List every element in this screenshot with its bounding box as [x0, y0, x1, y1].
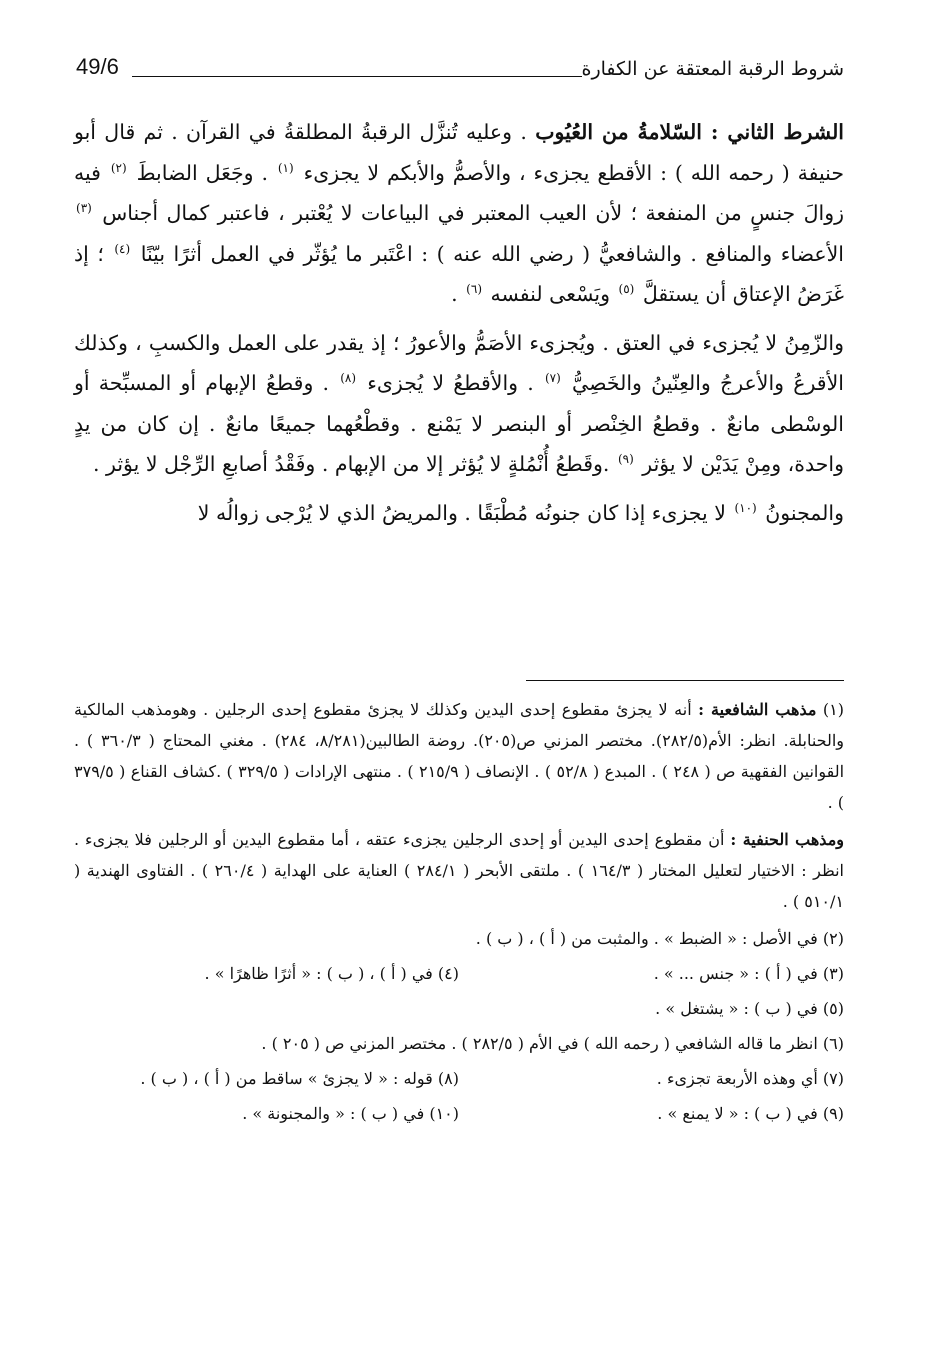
footnotes: [74, 694, 844, 1133]
page-header: [70, 52, 844, 92]
footnote-5: (٥) في ( ب ) : « يشتغل » .: [655, 999, 844, 1018]
footnote-row: [74, 1098, 844, 1129]
text-run: الأعضاء والمنافع . والشافعيُّ ( رضي الله عنه ) : اعْتَبر ما يُؤثّر في العمل أثرًا بيّنًا: [132, 241, 844, 266]
text-run: والمجنونُ: [758, 500, 844, 525]
text-run: والزّمِنُ لا يُجزىء في العتق . ويُجزىء الأصَمُّ والأعورُ ؛ إذ يقدر على العمل والكسبِ ، وكذلك الأقرعُ والأعرجُ والعِنّينُ والخَصِيُّ: [74, 330, 844, 395]
footnote-separator: [526, 680, 844, 681]
footnote-ref-8[interactable]: (٨): [340, 371, 357, 386]
main-text: [74, 112, 844, 541]
footnote-7: (٧) أي وهذه الأربعة تجزىء .: [656, 1069, 844, 1088]
running-title: شروط الرقبة المعتقة عن الكفارة: [581, 58, 844, 80]
text-run: فيه زوالَ جنسٍ من المنفعة ؛ لأن العيب المعتبر في البياعات لا يُعْتبر ، فاعتبر كمال أجناس: [74, 160, 844, 225]
paragraph-insane: [74, 493, 844, 534]
text-run: . وعليه تُنزَّل الرقبةُ المطلقةُ في القرآن . ثم قال أبو حنيفة ( رحمه الله ) : الأقطع يجزىء ، والأصمُّ والأبكم لا يجزىء: [74, 120, 844, 185]
footnote-ref-5[interactable]: (٥): [618, 282, 635, 297]
footnote-ref-7[interactable]: (٧): [544, 371, 561, 386]
footnote-text: أنه لا يجزئ مقطوع إحدى اليدين وكذلك لا يجزئ مقطوع إحدى الرجلين . وهومذهب المالكية والحنابلة. انظر: الأم(٢٨٢/٥). مختصر المزني ص(٢٠٥). روضة الطالبين(٨/٢٨١، ٢٨٤) . مغني المحتاج ( ٣٦٠/٣ ) . القوانين الفقهية ص ( ٢٤٨ ) . المبدع ( ٥٢/٨ ) . الإنصاف ( ٢١٥/٩ ) . منتهى الإرادات ( ٣٢٩/٥ ) .كشاف القناع ( ٣٧٩/٥ ) .: [74, 700, 845, 812]
footnote-1: [74, 694, 844, 818]
text-run: .: [451, 282, 465, 306]
footnote-number: (١): [816, 700, 844, 719]
footnote-ref-1[interactable]: (١): [277, 160, 294, 175]
footnote-ref-2[interactable]: (٢): [110, 160, 127, 175]
footnote-6: (٦) انظر ما قاله الشافعي ( رحمه الله ) في الأم ( ٢٨٢/٥ ) . مختصر المزني ص ( ٢٠٥ ) .: [261, 1034, 844, 1053]
text-run: . وقطعُ الإبهام أو المسبِّحة أو الوسْطى مانعٌ . وقطعُ الخِنْصر أو البنصر لا يَمْنع . وقطْعُهما جميعًا مانعٌ . إن كان من يدٍ واحدة، ومِنْ يَدَيْن لا يؤثر: [74, 371, 844, 476]
text-run: لا يجزىء إذا كان جنونُه مُطْبَقًا . والمريضُ الذي لا يُرْجى زوالُه لا: [197, 500, 733, 525]
footnote-ref-4[interactable]: (٤): [114, 241, 131, 256]
text-run: .وقَطعُ أُنْمُلةٍ لا يُؤثر إلا من الإبهام . وفَقْدُ أصابعِ الرِّجْل لا يؤثر .: [92, 452, 616, 476]
footnote-2: (٢) في الأصل : « الضبط » . والمثبت من ( أ ) ، ( ب ) .: [475, 929, 844, 948]
footnote-row: [74, 1063, 844, 1094]
header-rule: [132, 76, 582, 77]
footnote-lead: ومذهب الحنفية :: [730, 830, 844, 849]
footnote-lead: مذهب الشافعية :: [698, 700, 817, 719]
footnote-3: (٣) في ( أ ) : « جنس ... » .: [653, 964, 844, 983]
footnote-9: (٩) في ( ب ) : « لا يمنع » .: [657, 1104, 844, 1123]
footnote-4: (٤) في ( أ ) ، ( ب ) : « أثرًا ظاهرًا » .: [204, 964, 459, 983]
footnote-ref-9[interactable]: (٩): [617, 452, 634, 467]
footnote-ref-6[interactable]: (٦): [466, 282, 482, 297]
footnote-8: (٨) قوله : « لا يجزئ » ساقط من ( أ ) ، ( ب ) .: [140, 1069, 459, 1088]
paragraph-second-condition: [74, 112, 844, 315]
footnote-ref-10[interactable]: (١٠): [734, 500, 757, 515]
text-run: . وجَعَل الضابطَ: [128, 160, 276, 185]
footnote-text: أن مقطوع إحدى اليدين أو إحدى الرجلين يجزىء عتقه ، أما مقطوع اليدين أو الرجلين فلا يجزىء . انظر : الاختيار لتعليل المختار ( ١٦٤/٣ ) . ملتقى الأبحر ( ٢٨٤/١ ) العناية على الهداية ( ٢٦٠/٤ ) . الفتاوى الهندية ( ٥١٠/١ ) .: [74, 830, 844, 911]
footnote-10: (١٠) في ( ب ) : « والمجنونة » .: [242, 1104, 459, 1123]
text-run: ؛ إذ غَرَضُ الإعتاق أن يستقلَّ: [74, 241, 844, 306]
footnote-row: [74, 958, 844, 989]
text-run: ويَسْعى لنفسه: [484, 282, 617, 306]
text-run: . والأقطعُ لا يُجزىء: [358, 371, 543, 395]
footnote-1-hanafi: [74, 824, 844, 917]
footnote-ref-3[interactable]: (٣): [76, 201, 92, 216]
paragraph-defects: [74, 323, 844, 485]
section-lead: الشرط الثاني : السّلامةُ من العُيُوب: [535, 120, 845, 144]
page-number: 49/6: [76, 54, 119, 79]
